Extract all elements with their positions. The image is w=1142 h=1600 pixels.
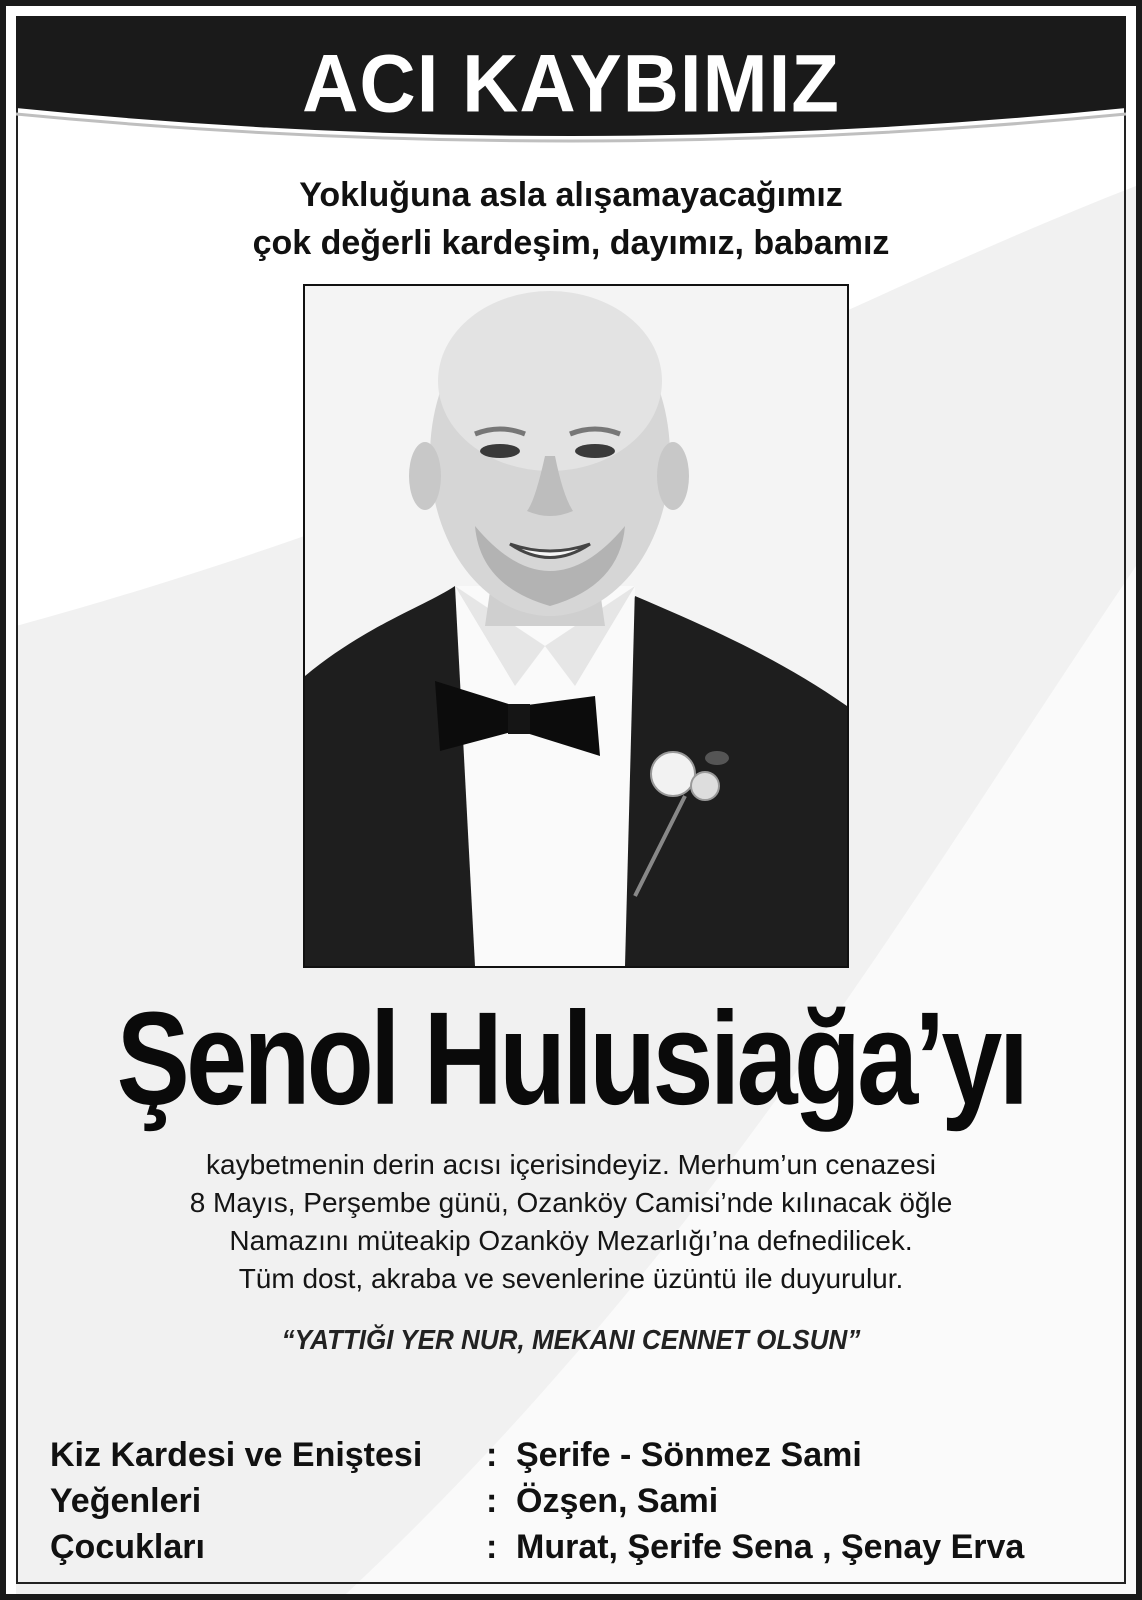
relative-row [50,1482,1110,1528]
relative-row [50,1528,1110,1574]
relative-names: Şerife - Sönmez Sami [516,1436,862,1474]
relative-row [50,1436,1110,1482]
deceased-name: Şenol Hulusiağa’yı [116,985,1026,1133]
relative-names: Murat, Şerife Sena , Şenay Erva [516,1528,1025,1566]
relative-separator: : [486,1528,498,1566]
relative-label: Kiz Kardesi ve Eniştesi [50,1436,423,1474]
announcement-line-4: Tüm dost, akraba ve sevenlerine üzüntü ile duyurulur. [238,1263,904,1294]
header-title: ACI KAYBIMIZ [302,36,840,130]
intro-line-1: Yokluğuna asla alışamayacağımız [299,176,843,214]
relative-label: Yeğenleri [50,1482,202,1520]
announcement-line-1: kaybetmenin derin acısı içerisindeyiz. Merhum’un cenazesi [206,1149,936,1180]
relative-label: Çocukları [50,1528,205,1566]
relative-names: Özşen, Sami [516,1482,719,1520]
portrait-photo-icon [305,286,847,966]
relatives-list [50,1436,1110,1574]
relative-separator: : [486,1436,498,1474]
relative-separator: : [486,1482,498,1520]
announcement-line-3: Namazını müteakip Ozanköy Mezarlığı’na defnedilicek. [229,1225,913,1256]
announcement-line-2: 8 Mayıs, Perşembe günü, Ozanköy Camisi’nde kılınacak öğle [189,1187,953,1218]
header-banner [16,16,1126,166]
announcement-text [6,1146,1136,1298]
portrait-photo [303,284,849,968]
prayer-text: “YATTIĞI YER NUR, MEKANI CENNET OLSUN” [281,1324,861,1355]
intro-text [6,171,1136,267]
intro-line-2: çok değerli kardeşim, dayımız, babamız [252,224,890,262]
